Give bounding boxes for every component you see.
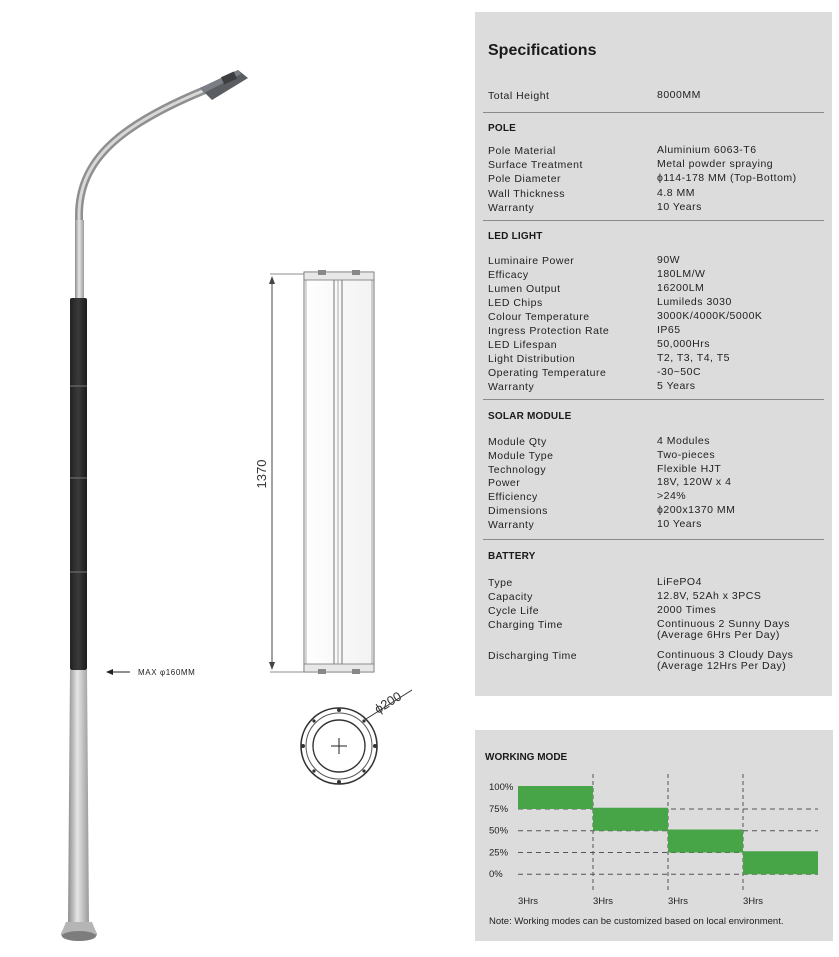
x-category-label: 3Hrs <box>743 896 764 907</box>
spec-value: 8000MM <box>657 89 701 101</box>
x-category-label: 3Hrs <box>518 896 539 907</box>
pole-max-note <box>106 668 195 677</box>
working-mode-chart <box>475 730 833 941</box>
solar-module-side-view <box>254 270 374 674</box>
pole-lower <box>68 670 89 925</box>
specifications-title: Specifications <box>488 42 597 59</box>
mode-bar <box>743 851 818 874</box>
y-tick-label: 75% <box>489 803 509 815</box>
specifications-panel: Specifications Total Height 8000MM POLE Pole Material Aluminium 6063-T6 Surface Treatment Metal powder spraying Pole Diameter ϕ114-178 MM (Top-Bottom) Wall Thickness 4.8 MM Warranty 10 Years LED LIGHT Luminaire Power 90W Efficacy 180LM/W Lumen Output 16200LM LED Chips Lumileds 3030 Colour Temperature 3000K/4000K/5000K Ingress Protection Rate IP65 LED Lifespan 50,000Hrs Light Distribution T2, T3, T4, T5 Operating Temperature -30~50C Warranty 5 Years SOLAR MODULE Module Qty 4 Modules Module Type Two-pieces Technology Flexible HJT Power 18V, 120W x 4 Efficiency >24% Dimensions ϕ200x1370 MM Warranty 10 Years BATTERY Type LiFePO4 Capacity 12.8V, 52Ah x 3PCS Cycle Life 2000 Times Charging Time Continuous 2 Sunny Days (Average 6Hrs Per Day) Discharging Time Continuous 3 Cloudy Days (Average 12Hrs Per Day) <box>475 12 832 696</box>
working-mode-panel <box>475 730 833 941</box>
spec-divider <box>483 112 824 113</box>
mode-bar <box>518 786 593 809</box>
x-category-label: 3Hrs <box>593 896 614 907</box>
luminaire-head <box>200 70 248 100</box>
solar-module-top-view <box>301 688 412 784</box>
spec-divider <box>483 539 824 540</box>
section-heading-led-light: LED LIGHT <box>488 231 543 242</box>
working-mode-title: WORKING MODE <box>485 752 568 763</box>
y-tick-label: 100% <box>489 782 514 793</box>
y-tick-label: 0% <box>489 869 503 880</box>
mode-bar <box>593 808 668 831</box>
spec-key: Total Height <box>488 90 550 102</box>
section-heading-battery: BATTERY <box>488 551 536 562</box>
spec-divider <box>483 220 824 221</box>
x-category-label: 3Hrs <box>668 896 689 907</box>
working-mode-note: Note: Working modes can be customized based on local environment. <box>489 916 784 927</box>
mode-bar <box>668 830 743 853</box>
pole-note-text: MAX φ160MM <box>138 668 196 677</box>
y-tick-label: 25% <box>489 847 509 859</box>
solar-section <box>70 298 87 670</box>
section-heading-pole: POLE <box>488 123 517 134</box>
diameter-dimension-label: ϕ200 <box>371 688 405 717</box>
y-tick-label: 50% <box>489 825 509 837</box>
section-heading-solar-module: SOLAR MODULE <box>488 411 572 422</box>
height-dimension-label: 1370 <box>254 459 269 489</box>
pole-upper <box>75 220 84 302</box>
spec-divider <box>483 399 824 400</box>
